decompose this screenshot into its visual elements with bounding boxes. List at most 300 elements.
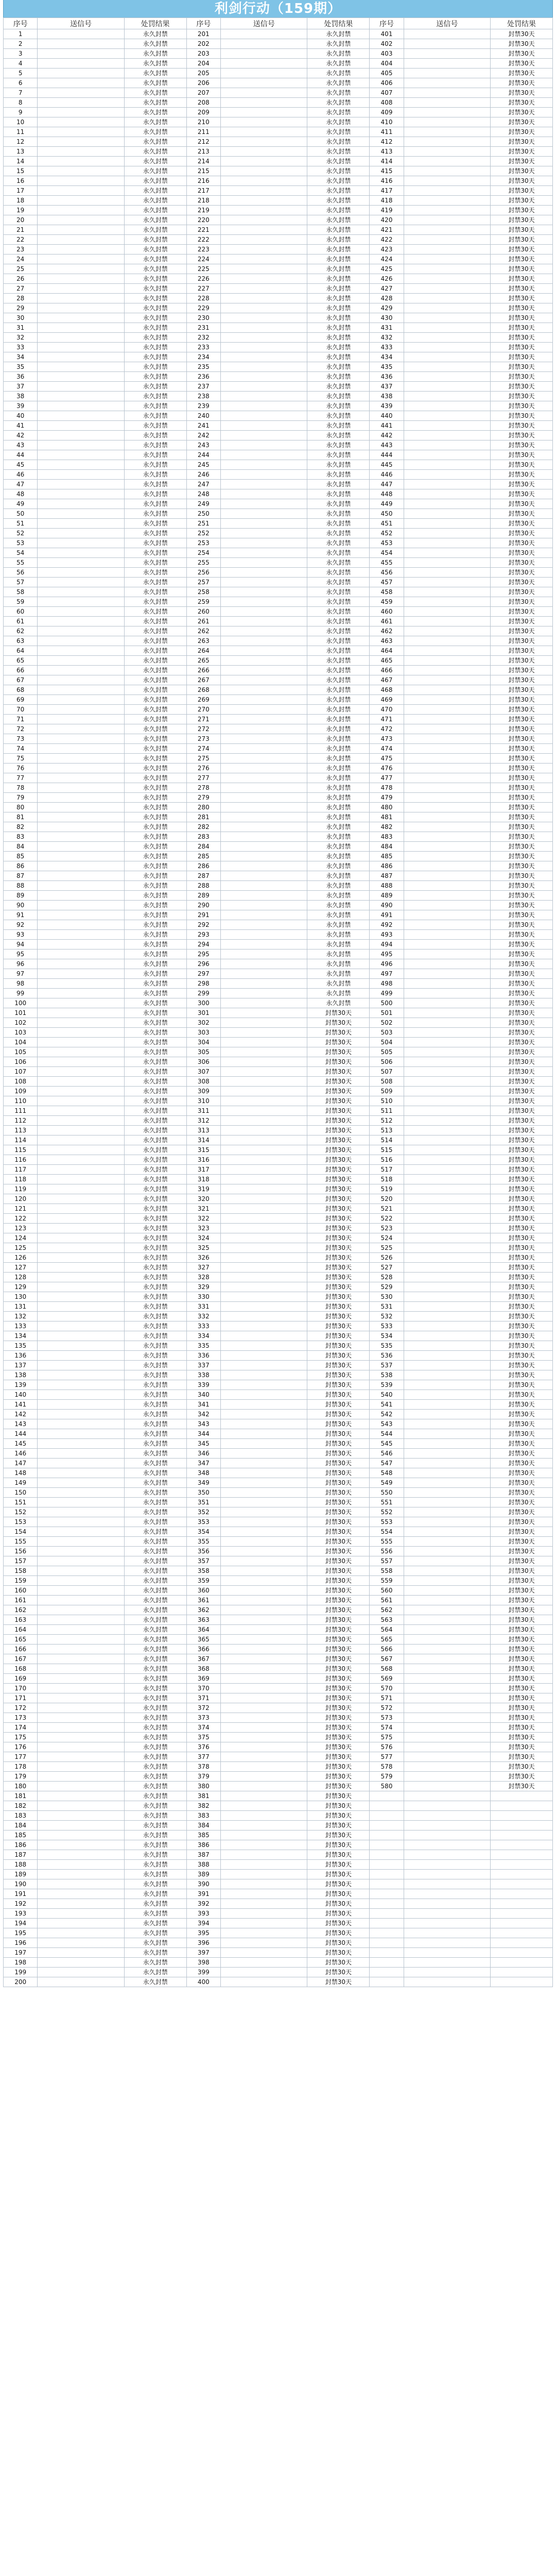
table-row [4,1165,553,1175]
cell-result: 封禁30天 [491,1772,553,1782]
cell-sender-id [221,1889,307,1899]
cell-result: 封禁30天 [491,1214,553,1224]
cell-result: 封禁30天 [491,1038,553,1047]
cell-result: 永久封禁 [124,666,186,675]
cell-seq: 135 [4,1341,38,1351]
cell-result: 封禁30天 [491,626,553,636]
cell-seq: 516 [370,1155,404,1165]
cell-seq: 153 [4,1517,38,1527]
cell-result: 封禁30天 [491,587,553,597]
cell-result: 永久封禁 [124,842,186,852]
cell-result: 永久封禁 [124,1605,186,1615]
cell-result: 永久封禁 [307,450,370,460]
cell-seq: 208 [186,98,220,108]
cell-seq: 414 [370,157,404,166]
cell-result: 永久封禁 [124,245,186,255]
cell-sender-id [38,1194,124,1204]
cell-result: 封禁30天 [491,1439,553,1449]
table-row [4,685,553,695]
cell-result: 封禁30天 [491,157,553,166]
cell-result: 永久封禁 [124,362,186,372]
cell-result: 永久封禁 [124,568,186,578]
cell-sender-id [38,1106,124,1116]
table-row [4,656,553,666]
table-row [4,783,553,793]
cell-result [491,1801,553,1811]
cell-seq: 169 [4,1674,38,1684]
cell-seq: 219 [186,206,220,215]
cell-result: 封禁30天 [491,343,553,352]
cell-result: 永久封禁 [307,147,370,157]
table-row [4,1038,553,1047]
cell-seq: 214 [186,157,220,166]
cell-result: 封禁30天 [491,215,553,225]
cell-seq: 138 [4,1370,38,1380]
cell-seq: 97 [4,969,38,979]
cell-seq: 59 [4,597,38,607]
cell-result: 永久封禁 [124,1165,186,1175]
cell-sender-id [404,1468,490,1478]
cell-sender-id [38,1057,124,1067]
cell-seq: 501 [370,1008,404,1018]
cell-sender-id [404,509,490,519]
table-row [4,1331,553,1341]
cell-seq: 538 [370,1370,404,1380]
penalty-table [3,18,553,1987]
cell-sender-id [404,1498,490,1507]
table-row [4,431,553,440]
cell-result: 封禁30天 [307,1312,370,1321]
cell-sender-id [221,1723,307,1733]
cell-result: 封禁30天 [307,1870,370,1879]
cell-sender-id [404,597,490,607]
cell-result: 封禁30天 [491,1243,553,1253]
cell-seq: 336 [186,1351,220,1361]
cell-result: 封禁30天 [491,1087,553,1096]
cell-seq: 269 [186,695,220,705]
cell-sender-id [38,372,124,382]
cell-result: 永久封禁 [124,176,186,186]
cell-sender-id [221,1468,307,1478]
cell-result: 封禁30天 [491,901,553,910]
table-row [4,450,553,460]
cell-sender-id [404,1175,490,1184]
cell-seq: 455 [370,558,404,568]
cell-seq: 266 [186,666,220,675]
table-row [4,157,553,166]
cell-seq: 523 [370,1224,404,1233]
cell-result: 封禁30天 [307,1556,370,1566]
cell-sender-id [404,803,490,812]
cell-seq: 243 [186,440,220,450]
cell-sender-id [221,1928,307,1938]
cell-seq: 170 [4,1684,38,1693]
cell-seq: 168 [4,1664,38,1674]
cell-seq: 467 [370,675,404,685]
cell-seq: 187 [4,1850,38,1860]
cell-seq: 102 [4,1018,38,1028]
cell-sender-id [404,88,490,98]
table-row [4,578,553,587]
cell-result: 永久封禁 [124,59,186,69]
cell-result: 封禁30天 [307,1096,370,1106]
cell-seq: 22 [4,235,38,245]
cell-seq: 299 [186,989,220,998]
cell-seq: 487 [370,871,404,881]
cell-result: 封禁30天 [307,1752,370,1762]
cell-result: 永久封禁 [124,695,186,705]
cell-seq: 54 [4,548,38,558]
cell-result: 封禁30天 [491,1106,553,1116]
cell-seq: 535 [370,1341,404,1351]
cell-result: 封禁30天 [307,1527,370,1537]
cell-seq: 468 [370,685,404,695]
cell-result: 永久封禁 [307,773,370,783]
cell-sender-id [404,1782,490,1791]
cell-result: 永久封禁 [124,1331,186,1341]
cell-seq: 403 [370,49,404,59]
cell-sender-id [404,245,490,255]
cell-result: 封禁30天 [307,1889,370,1899]
cell-result: 封禁30天 [307,1723,370,1733]
cell-seq: 307 [186,1067,220,1077]
cell-sender-id [221,1106,307,1116]
cell-sender-id [38,1556,124,1566]
cell-result: 永久封禁 [124,1194,186,1204]
cell-sender-id [221,1224,307,1233]
cell-seq: 304 [186,1038,220,1047]
cell-result: 封禁30天 [307,1028,370,1038]
table-row [4,1938,553,1948]
cell-result: 永久封禁 [124,215,186,225]
table-row [4,1693,553,1703]
cell-sender-id [38,1948,124,1958]
cell-seq: 101 [4,1008,38,1018]
cell-sender-id [221,69,307,78]
cell-sender-id [38,1008,124,1018]
cell-seq: 308 [186,1077,220,1087]
cell-seq: 531 [370,1302,404,1312]
cell-sender-id [221,127,307,137]
cell-result: 封禁30天 [491,1693,553,1703]
cell-result: 封禁30天 [491,1615,553,1625]
cell-result: 封禁30天 [491,1645,553,1654]
cell-sender-id [404,1047,490,1057]
table-row [4,1556,553,1566]
cell-result: 永久封禁 [124,39,186,49]
cell-result: 永久封禁 [124,1752,186,1762]
cell-sender-id [221,1429,307,1439]
cell-sender-id [404,754,490,764]
cell-sender-id [221,832,307,842]
cell-result: 永久封禁 [124,773,186,783]
cell-result: 永久封禁 [124,1292,186,1302]
cell-result: 永久封禁 [124,1556,186,1566]
cell-result: 永久封禁 [124,1077,186,1087]
cell-seq: 9 [4,108,38,117]
cell-sender-id [38,1370,124,1380]
cell-seq: 118 [4,1175,38,1184]
cell-seq: 324 [186,1233,220,1243]
cell-sender-id [404,1067,490,1077]
cell-result: 封禁30天 [307,1977,370,1987]
cell-seq: 178 [4,1762,38,1772]
cell-sender-id [404,1968,490,1977]
cell-result: 封禁30天 [307,1233,370,1243]
cell-sender-id [221,1605,307,1615]
cell-sender-id [404,39,490,49]
cell-result: 永久封禁 [124,1742,186,1752]
cell-result: 封禁30天 [307,1008,370,1018]
cell-result: 封禁30天 [491,1459,553,1468]
cell-sender-id [38,1302,124,1312]
cell-result: 封禁30天 [491,117,553,127]
cell-result: 永久封禁 [307,568,370,578]
cell-seq: 432 [370,333,404,343]
cell-result: 永久封禁 [307,910,370,920]
cell-result: 永久封禁 [124,421,186,431]
table-row [4,1449,553,1459]
table-row [4,49,553,59]
cell-sender-id [404,764,490,773]
cell-result: 永久封禁 [124,1674,186,1684]
cell-sender-id [38,861,124,871]
cell-sender-id [404,656,490,666]
cell-result: 封禁30天 [491,1586,553,1596]
cell-result: 永久封禁 [124,196,186,206]
cell-sender-id [221,842,307,852]
cell-seq: 408 [370,98,404,108]
cell-seq: 223 [186,245,220,255]
cell-sender-id [38,891,124,901]
cell-sender-id [221,78,307,88]
cell-result [491,1860,553,1870]
cell-sender-id [404,1273,490,1282]
table-row [4,284,553,294]
table-row [4,1791,553,1801]
cell-sender-id [221,176,307,186]
cell-result: 封禁30天 [307,1419,370,1429]
cell-sender-id [221,626,307,636]
cell-seq: 317 [186,1165,220,1175]
cell-sender-id [38,1047,124,1057]
table-row [4,1253,553,1263]
cell-result: 永久封禁 [124,1370,186,1380]
table-row [4,470,553,480]
cell-result: 封禁30天 [491,392,553,401]
cell-result: 封禁30天 [491,1400,553,1410]
cell-seq: 265 [186,656,220,666]
cell-seq: 358 [186,1566,220,1576]
cell-seq: 332 [186,1312,220,1321]
cell-seq: 433 [370,343,404,352]
cell-result: 封禁30天 [491,147,553,157]
cell-sender-id [221,1038,307,1047]
cell-seq: 563 [370,1615,404,1625]
cell-result: 封禁30天 [491,1263,553,1273]
cell-seq: 260 [186,607,220,617]
cell-seq: 348 [186,1468,220,1478]
cell-seq: 121 [4,1204,38,1214]
cell-result: 封禁30天 [491,1341,553,1351]
table-row [4,1821,553,1831]
cell-sender-id [221,1752,307,1762]
cell-sender-id [221,1028,307,1038]
cell-result: 永久封禁 [307,69,370,78]
cell-seq: 276 [186,764,220,773]
cell-seq: 469 [370,695,404,705]
cell-sender-id [221,666,307,675]
cell-seq: 221 [186,225,220,235]
cell-sender-id [221,333,307,343]
cell-result: 永久封禁 [124,1576,186,1586]
table-row [4,235,553,245]
cell-seq: 503 [370,1028,404,1038]
cell-result: 封禁30天 [307,1821,370,1831]
cell-sender-id [404,1224,490,1233]
cell-sender-id [404,1419,490,1429]
cell-sender-id [404,558,490,568]
cell-seq: 51 [4,519,38,529]
cell-seq: 23 [4,245,38,255]
cell-result: 永久封禁 [307,489,370,499]
cell-result: 封禁30天 [307,1263,370,1273]
cell-sender-id [221,117,307,127]
cell-sender-id [404,206,490,215]
table-body [4,29,553,1987]
cell-seq: 435 [370,362,404,372]
cell-result: 永久封禁 [124,744,186,754]
cell-result: 封禁30天 [307,1791,370,1801]
cell-seq: 244 [186,450,220,460]
cell-sender-id [38,127,124,137]
cell-seq [370,1791,404,1801]
cell-seq: 495 [370,950,404,959]
cell-sender-id [221,1449,307,1459]
cell-seq: 365 [186,1635,220,1645]
cell-result: 封禁30天 [307,1439,370,1449]
table-row [4,1370,553,1380]
cell-seq: 361 [186,1596,220,1605]
table-row [4,1155,553,1165]
cell-result: 封禁30天 [307,1654,370,1664]
cell-result: 永久封禁 [124,832,186,842]
cell-sender-id [221,1292,307,1302]
cell-sender-id [38,812,124,822]
cell-seq: 457 [370,578,404,587]
cell-sender-id [221,392,307,401]
cell-sender-id [221,431,307,440]
table-row [4,793,553,803]
cell-result: 封禁30天 [307,1576,370,1586]
cell-sender-id [404,1292,490,1302]
cell-result: 永久封禁 [124,499,186,509]
cell-sender-id [404,1439,490,1449]
cell-result: 永久封禁 [124,1175,186,1184]
cell-sender-id [404,392,490,401]
table-row [4,98,553,108]
cell-sender-id [221,1194,307,1204]
cell-result: 封禁30天 [491,744,553,754]
cell-sender-id [404,147,490,157]
cell-result: 永久封禁 [124,1106,186,1116]
cell-sender-id [38,578,124,587]
cell-sender-id [404,773,490,783]
cell-result [491,1977,553,1987]
cell-result: 封禁30天 [307,1087,370,1096]
cell-sender-id [404,1801,490,1811]
cell-seq [370,1909,404,1919]
cell-seq: 141 [4,1400,38,1410]
cell-sender-id [221,411,307,421]
cell-seq: 480 [370,803,404,812]
table-row [4,1605,553,1615]
cell-sender-id [38,715,124,724]
cell-sender-id [404,1909,490,1919]
cell-result: 封禁30天 [491,1566,553,1576]
cell-sender-id [404,1507,490,1517]
cell-result: 封禁30天 [491,724,553,734]
cell-seq: 451 [370,519,404,529]
cell-result: 封禁30天 [491,29,553,39]
cell-sender-id [221,1674,307,1684]
table-row [4,1664,553,1674]
cell-sender-id [221,1654,307,1664]
cell-seq: 191 [4,1889,38,1899]
cell-result: 封禁30天 [307,1292,370,1302]
table-row [4,1899,553,1909]
cell-seq: 94 [4,940,38,950]
cell-seq: 391 [186,1889,220,1899]
cell-sender-id [38,666,124,675]
cell-seq: 443 [370,440,404,450]
cell-sender-id [404,1136,490,1145]
table-row [4,636,553,646]
cell-result: 封禁30天 [491,656,553,666]
cell-seq: 466 [370,666,404,675]
cell-seq: 30 [4,313,38,323]
cell-result: 永久封禁 [124,1821,186,1831]
cell-result: 永久封禁 [124,1067,186,1077]
cell-seq: 554 [370,1527,404,1537]
cell-result: 封禁30天 [491,1321,553,1331]
cell-sender-id [221,1302,307,1312]
cell-sender-id [404,1233,490,1243]
cell-seq: 369 [186,1674,220,1684]
table-row [4,313,553,323]
cell-seq: 270 [186,705,220,715]
cell-result: 封禁30天 [491,1292,553,1302]
cell-sender-id [221,235,307,245]
cell-seq: 5 [4,69,38,78]
cell-result: 永久封禁 [124,881,186,891]
cell-result: 封禁30天 [491,646,553,656]
cell-result: 永久封禁 [307,715,370,724]
cell-seq: 126 [4,1253,38,1263]
table-row [4,1498,553,1507]
cell-seq: 280 [186,803,220,812]
cell-sender-id [404,1096,490,1106]
cell-seq: 331 [186,1302,220,1312]
cell-sender-id [404,998,490,1008]
cell-sender-id [404,1948,490,1958]
cell-result: 永久封禁 [124,1909,186,1919]
cell-result: 封禁30天 [491,705,553,715]
cell-seq: 340 [186,1390,220,1400]
cell-seq: 238 [186,392,220,401]
cell-result: 封禁30天 [491,176,553,186]
table-row [4,1586,553,1596]
